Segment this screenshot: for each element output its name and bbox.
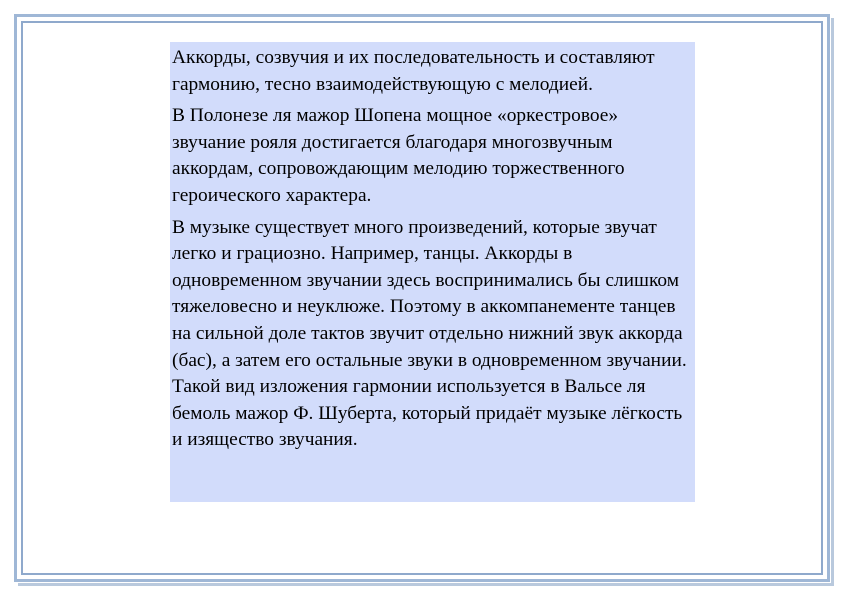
paragraph-dance-accompaniment: В музыке существует много произведений, которые звучат легко и грациозно. Например, танцы. Аккорды в одновременном звучании здесь воспринимались бы слишком тяжеловесно и неуклюже. Поэтому в аккомпанементе танцев на сильной доле тактов звучит отдельно нижний звук аккорда (бас), а затем его остальные звуки в одновременном звучании. Такой вид изложения гармонии используется в Вальсе ля бемоль мажор Ф. Шуберта, который придаёт музыке лёгкость и изящество звучания. (172, 216, 687, 451)
paragraph-chopin-polonaise: В Полонезе ля мажор Шопена мощное «оркестровое» звучание рояля достигается благодаря многозвучным аккордам, сопровождающим мелодию торжественного героического характера. (172, 105, 625, 206)
paragraph-harmony-definition: Аккорды, созвучия и их последовательность и составляют гармонию, тесно взаимодействующую с мелодией. (172, 47, 655, 95)
slide-text-box (170, 42, 695, 502)
